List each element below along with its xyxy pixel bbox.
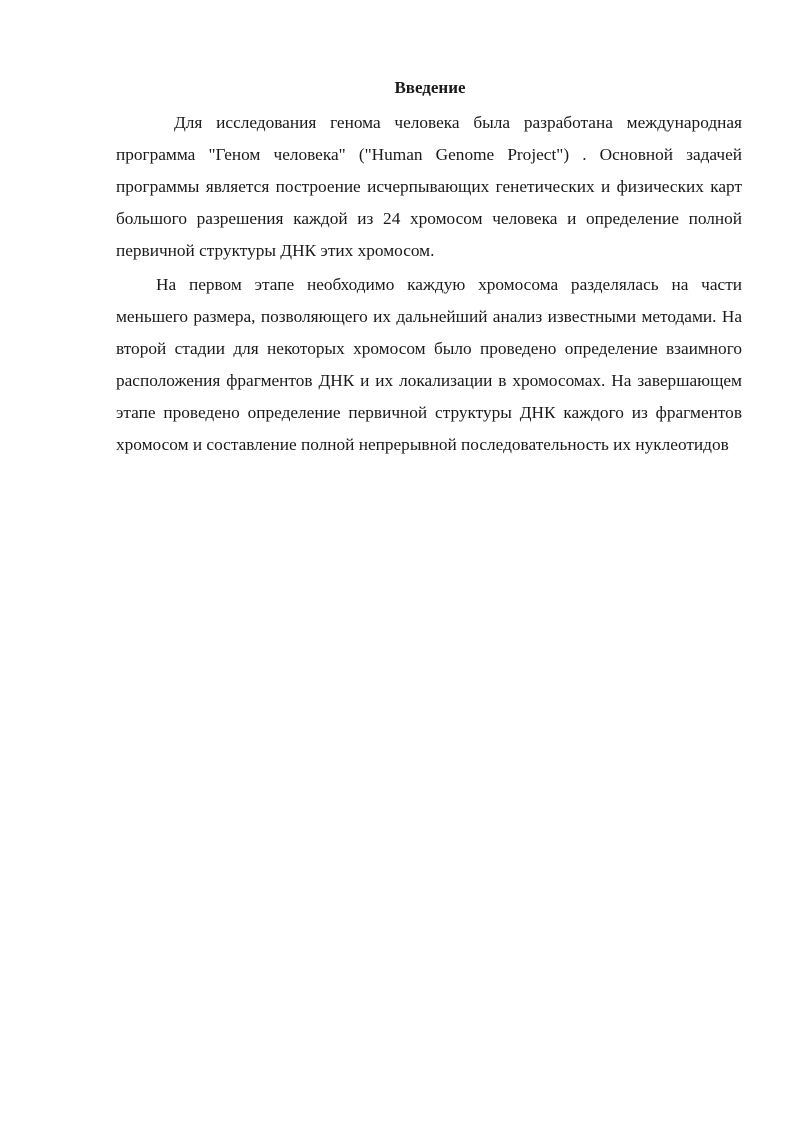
paragraph-stages: На первом этапе необходимо каждую хромосома разделялась на части меньшего размера, позволяющего их дальнейший анализ известными методами. На второй стадии для некоторых хромосом было проведено определение взаимного расположения фрагментов ДНК и их локализации в хромосомах. На завершающем этапе проведено определение первичной структуры ДНК каждого из фрагментов хромосом и составление полной непрерывной последовательность их нуклеотидов [116, 275, 742, 454]
document-title: Введение [394, 78, 466, 97]
document-body [116, 76, 742, 461]
paragraph-intro: Для исследования генома человека была разработана международная программа "Геном человека" ("Human Genome Project") . Основной задачей программы является построение исчерпывающих генетических и физических карт большого разрешения каждой из 24 хромосом человека и определение полной первичной структуры ДНК этих хромосом. [116, 113, 742, 260]
